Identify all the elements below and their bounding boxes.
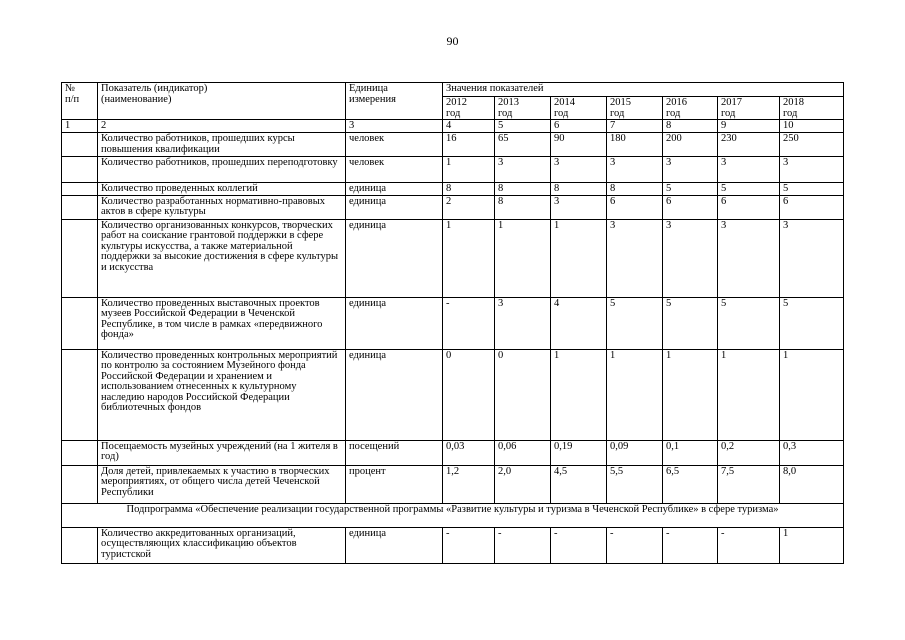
header-row	[62, 83, 844, 97]
value-cell-2018: 250	[780, 133, 844, 157]
table-row	[62, 465, 844, 503]
column-number-8: 8	[663, 120, 718, 133]
value-cell-2017: 5	[718, 297, 780, 349]
indicator-name-cell: Количество проведенных контрольных мероприятий по контролю за состоянием Музейного фонда Российской Федерации и хранением и использованием отнесенных к культурному наследию народов Российской Федерации библиотечных фондов	[98, 349, 346, 440]
row-number-cell	[62, 219, 98, 297]
value-cell-2015: 180	[607, 133, 663, 157]
row-number-cell	[62, 349, 98, 440]
table-row	[62, 440, 844, 465]
value-cell-2012: 2	[443, 195, 495, 219]
value-cell-2018: 5	[780, 297, 844, 349]
column-number-row	[62, 120, 844, 133]
table-row	[62, 183, 844, 196]
value-cell-2013: 0,06	[495, 440, 551, 465]
value-cell-2018: 8,0	[780, 465, 844, 503]
value-cell-2017: 1	[718, 349, 780, 440]
column-number-6: 6	[551, 120, 607, 133]
value-cell-2014: 4	[551, 297, 607, 349]
table-row	[62, 527, 844, 563]
value-cell-2013: 1	[495, 219, 551, 297]
indicator-name-cell: Посещаемость музейных учреждений (на 1 жителя в год)	[98, 440, 346, 465]
value-cell-2014: 3	[551, 195, 607, 219]
value-cell-2018: 1	[780, 527, 844, 563]
value-cell-2014: 3	[551, 157, 607, 183]
unit-cell: единица	[346, 195, 443, 219]
table-body	[62, 83, 844, 564]
indicator-name-cell: Количество работников, прошедших переподготовку	[98, 157, 346, 183]
unit-cell: человек	[346, 157, 443, 183]
value-cell-2013: 2,0	[495, 465, 551, 503]
value-cell-2015: -	[607, 527, 663, 563]
value-cell-2016: 6	[663, 195, 718, 219]
unit-cell: единица	[346, 183, 443, 196]
unit-cell: человек	[346, 133, 443, 157]
row-number-cell	[62, 133, 98, 157]
value-cell-2018: 0,3	[780, 440, 844, 465]
header-year-3: 2014 год	[551, 97, 607, 120]
value-cell-2012: 8	[443, 183, 495, 196]
column-number-1: 1	[62, 120, 98, 133]
value-cell-2015: 5,5	[607, 465, 663, 503]
value-cell-2017: 7,5	[718, 465, 780, 503]
value-cell-2015: 5	[607, 297, 663, 349]
unit-cell: единица	[346, 297, 443, 349]
header-col-indicator: Показатель (индикатор) (наименование)	[98, 83, 346, 120]
indicator-name-cell: Количество проведенных коллегий	[98, 183, 346, 196]
header-year-1: 2012 год	[443, 97, 495, 120]
value-cell-2014: 8	[551, 183, 607, 196]
indicator-name-cell: Количество разработанных нормативно-правовых актов в сфере культуры	[98, 195, 346, 219]
unit-cell: единица	[346, 219, 443, 297]
value-cell-2017: 5	[718, 183, 780, 196]
value-cell-2013: 8	[495, 183, 551, 196]
value-cell-2018: 6	[780, 195, 844, 219]
value-cell-2015: 0,09	[607, 440, 663, 465]
unit-cell: единица	[346, 349, 443, 440]
value-cell-2012: -	[443, 297, 495, 349]
column-number-3: 3	[346, 120, 443, 133]
value-cell-2016: 0,1	[663, 440, 718, 465]
column-number-2: 2	[98, 120, 346, 133]
table-row	[62, 133, 844, 157]
indicator-name-cell: Доля детей, привлекаемых к участию в творческих мероприятиях, от общего числа детей Чеченской Республики	[98, 465, 346, 503]
unit-cell: единица	[346, 527, 443, 563]
table-row	[62, 349, 844, 440]
unit-cell: процент	[346, 465, 443, 503]
table-row	[62, 297, 844, 349]
value-cell-2014: 1	[551, 349, 607, 440]
value-cell-2012: 1	[443, 157, 495, 183]
page-number: 90	[446, 34, 459, 48]
table-row	[62, 219, 844, 297]
indicator-name-cell: Количество работников, прошедших курсы повышения квалификации	[98, 133, 346, 157]
value-cell-2014: -	[551, 527, 607, 563]
indicators-table	[61, 82, 844, 564]
value-cell-2012: 16	[443, 133, 495, 157]
column-number-4: 4	[443, 120, 495, 133]
value-cell-2017: 3	[718, 219, 780, 297]
header-col-number: № п/п	[62, 83, 98, 120]
value-cell-2018: 5	[780, 183, 844, 196]
table-row	[62, 195, 844, 219]
column-number-5: 5	[495, 120, 551, 133]
value-cell-2015: 6	[607, 195, 663, 219]
value-cell-2012: 0,03	[443, 440, 495, 465]
value-cell-2015: 1	[607, 349, 663, 440]
row-number-cell	[62, 465, 98, 503]
row-number-cell	[62, 297, 98, 349]
row-number-cell	[62, 195, 98, 219]
row-number-cell	[62, 440, 98, 465]
column-number-10: 10	[780, 120, 844, 133]
value-cell-2016: 5	[663, 183, 718, 196]
value-cell-2016: -	[663, 527, 718, 563]
header-year-5: 2016 год	[663, 97, 718, 120]
value-cell-2017: -	[718, 527, 780, 563]
value-cell-2018: 1	[780, 349, 844, 440]
subprogram-row	[62, 503, 844, 527]
value-cell-2012: 0	[443, 349, 495, 440]
value-cell-2013: 0	[495, 349, 551, 440]
column-number-7: 7	[607, 120, 663, 133]
value-cell-2017: 230	[718, 133, 780, 157]
value-cell-2016: 5	[663, 297, 718, 349]
value-cell-2017: 6	[718, 195, 780, 219]
value-cell-2015: 3	[607, 219, 663, 297]
header-year-2: 2013 год	[495, 97, 551, 120]
value-cell-2018: 3	[780, 157, 844, 183]
value-cell-2013: 8	[495, 195, 551, 219]
header-year-6: 2017 год	[718, 97, 780, 120]
row-number-cell	[62, 183, 98, 196]
row-number-cell	[62, 527, 98, 563]
subprogram-title: Подпрограмма «Обеспечение реализации государственной программы «Развитие культуры и туризма в Чеченской Республике» в сфере туризма»	[62, 503, 844, 527]
value-cell-2017: 3	[718, 157, 780, 183]
value-cell-2012: -	[443, 527, 495, 563]
value-cell-2016: 3	[663, 219, 718, 297]
value-cell-2016: 6,5	[663, 465, 718, 503]
value-cell-2014: 4,5	[551, 465, 607, 503]
header-values-group: Значения показателей	[443, 83, 844, 97]
value-cell-2015: 3	[607, 157, 663, 183]
header-col-unit: Единица измерения	[346, 83, 443, 120]
value-cell-2013: 3	[495, 157, 551, 183]
table-row	[62, 157, 844, 183]
value-cell-2015: 8	[607, 183, 663, 196]
value-cell-2014: 0,19	[551, 440, 607, 465]
value-cell-2016: 200	[663, 133, 718, 157]
value-cell-2016: 3	[663, 157, 718, 183]
header-year-7: 2018 год	[780, 97, 844, 120]
indicator-name-cell: Количество проведенных выставочных проектов музеев Российской Федерации в Чеченской Республике, в том числе в рамках «передвижного фонда»	[98, 297, 346, 349]
unit-cell: посещений	[346, 440, 443, 465]
value-cell-2014: 1	[551, 219, 607, 297]
value-cell-2013: 65	[495, 133, 551, 157]
value-cell-2018: 3	[780, 219, 844, 297]
header-year-4: 2015 год	[607, 97, 663, 120]
value-cell-2013: 3	[495, 297, 551, 349]
value-cell-2012: 1	[443, 219, 495, 297]
value-cell-2016: 1	[663, 349, 718, 440]
indicator-name-cell: Количество организованных конкурсов, творческих работ на соискание грантовой поддержки в сфере культуры искусства, а также материальной поддержки за высокие достижения в сфере культуры и искусства	[98, 219, 346, 297]
value-cell-2017: 0,2	[718, 440, 780, 465]
column-number-9: 9	[718, 120, 780, 133]
row-number-cell	[62, 157, 98, 183]
indicator-name-cell: Количество аккредитованных организаций, осуществляющих классификацию объектов туристской	[98, 527, 346, 563]
value-cell-2012: 1,2	[443, 465, 495, 503]
value-cell-2014: 90	[551, 133, 607, 157]
value-cell-2013: -	[495, 527, 551, 563]
